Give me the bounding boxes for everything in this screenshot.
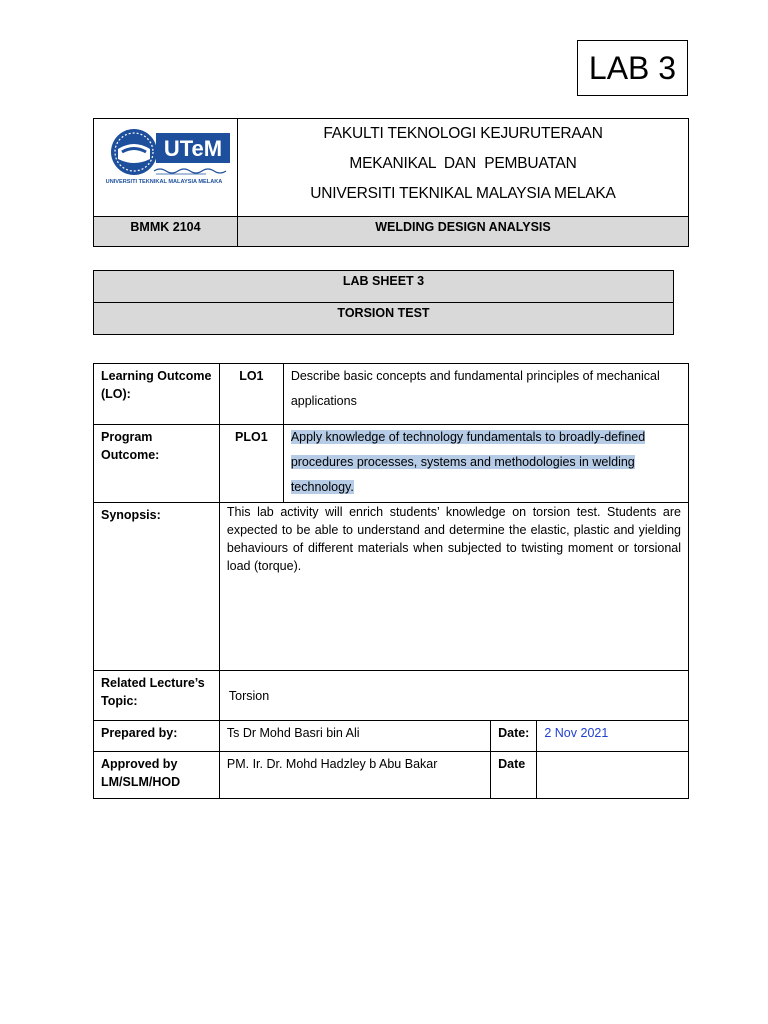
plo-description: Apply knowledge of technology fundamentals to broadly-defined procedures processes, systems and methodologies in welding technology.	[290, 430, 646, 494]
date-value: 2 Nov 2021	[537, 721, 689, 752]
plo-code: PLO1	[219, 425, 283, 503]
lo-code: LO1	[219, 364, 283, 425]
faculty-name-cell	[238, 119, 689, 217]
lab-sheet-subtitle: TORSION TEST	[94, 303, 674, 335]
faculty-line-1: FAKULTI TEKNOLOGI KEJURUTERAAN	[323, 125, 603, 142]
topic-value: Torsion	[219, 671, 688, 721]
faculty-line-2: MEKANIKAL DAN PEMBUATAN	[349, 155, 577, 172]
approved-label: Approved by LM/SLM/HOD	[94, 752, 220, 799]
date-label: Date:	[491, 721, 537, 752]
logo-cell	[94, 119, 238, 217]
faculty-line-3: UNIVERSITI TEKNIKAL MALAYSIA MELAKA	[310, 185, 616, 202]
lab-sheet-title: LAB SHEET 3	[94, 271, 674, 303]
logo-sub-text: UNIVERSITI TEKNIKAL MALAYSIA MELAKA	[105, 179, 223, 185]
topic-label: Related Lecture’s Topic:	[94, 671, 220, 721]
prepared-label: Prepared by:	[94, 721, 220, 752]
lo-label: Learning Outcome (LO):	[94, 364, 220, 425]
lab-sheet-table	[93, 270, 674, 335]
course-name: WELDING DESIGN ANALYSIS	[238, 217, 689, 247]
faculty-header-table	[93, 118, 689, 247]
lab-info-table	[93, 363, 689, 799]
lo-description: Describe basic concepts and fundamental principles of mechanical applications	[283, 364, 688, 425]
date2-value	[537, 752, 689, 799]
plo-description-cell	[283, 425, 688, 503]
utem-logo	[94, 119, 237, 211]
date2-label: Date	[491, 752, 537, 799]
synopsis-label: Synopsis:	[94, 503, 220, 671]
lab-number-label: LAB 3	[588, 49, 677, 86]
plo-label: Program Outcome:	[94, 425, 220, 503]
course-code: BMMK 2104	[94, 217, 238, 247]
prepared-by-value: Ts Dr Mohd Basri bin Ali	[219, 721, 490, 752]
lab-number-box	[577, 40, 688, 96]
synopsis-text: This lab activity will enrich students’ knowledge on torsion test. Students are expected to be able to understand and determine the elastic, plastic and yielding behaviours of different materials when subjected to twisting moment or torsional load (torque).	[219, 503, 688, 671]
approved-by-value: PM. Ir. Dr. Mohd Hadzley b Abu Bakar	[219, 752, 490, 799]
logo-brand-text: UTeM	[163, 136, 223, 161]
